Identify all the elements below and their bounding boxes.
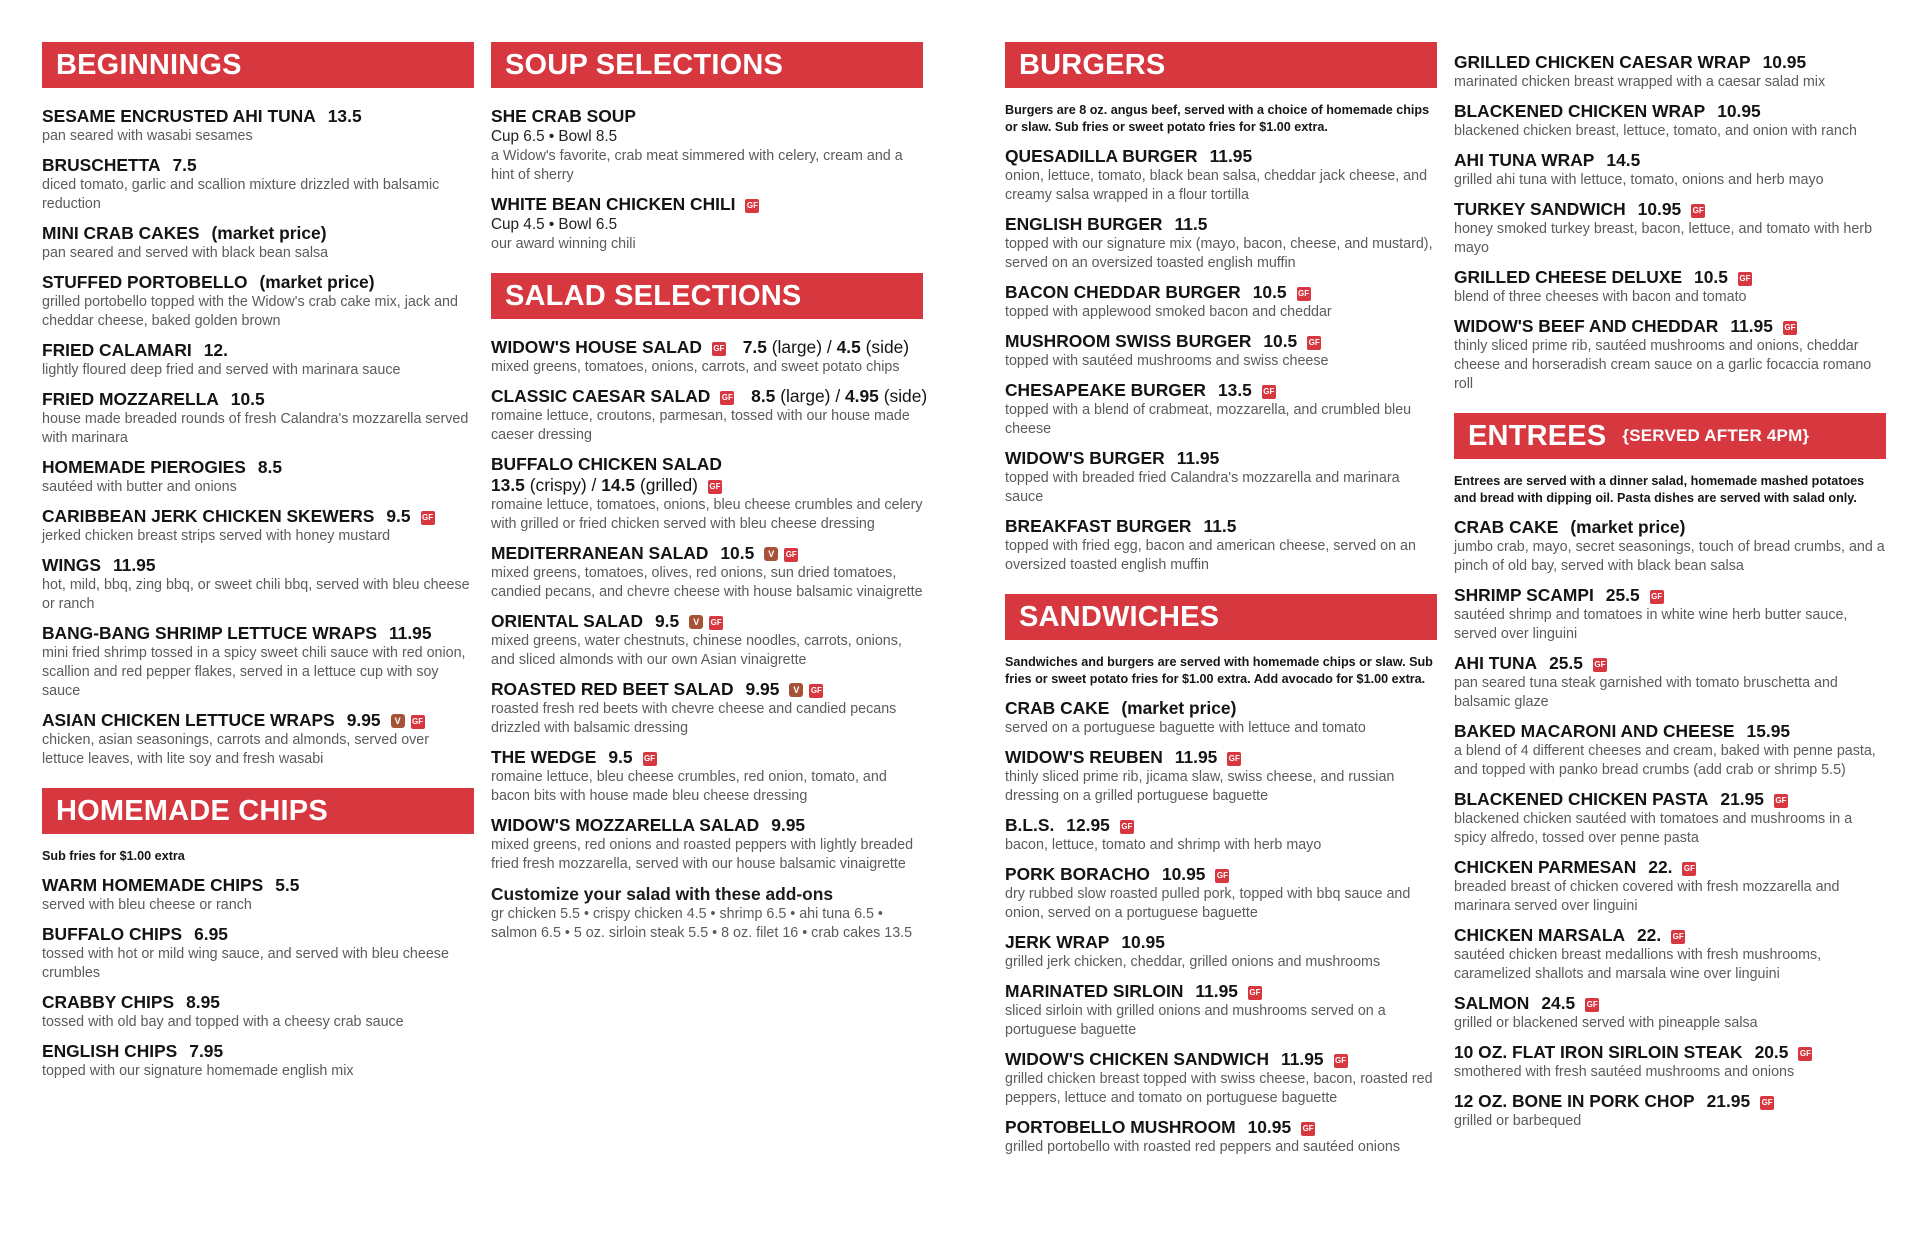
item-price: 10.95 (1161, 864, 1206, 884)
gluten-free-icon: GF (1334, 1054, 1348, 1068)
gluten-free-icon: GF (1297, 287, 1311, 301)
item-price: 14.5 (1606, 150, 1641, 170)
section-header-burgers: BURGERS (1005, 42, 1437, 88)
item-description: tossed with hot or mild wing sauce, and served with bleu cheese crumbles (42, 946, 449, 981)
menu-item (1454, 993, 1886, 1033)
item-name: PORTOBELLO MUSHROOM (1005, 1117, 1236, 1137)
item-price-separator: / (835, 386, 841, 406)
item-price: 20.5 (1754, 1042, 1789, 1062)
item-price: 10.95 (1247, 1117, 1292, 1137)
item-price: 22. (1637, 925, 1662, 945)
menu-item (1005, 146, 1437, 205)
item-description: grilled portobello with roasted red peppers and sautéed onions (1005, 1139, 1401, 1155)
vegetarian-icon: V (789, 683, 803, 697)
menu-item (1005, 815, 1437, 855)
item-description: breaded breast of chicken covered with fresh mozzarella and marinara served over linguini (1454, 879, 1840, 914)
menu-item (42, 875, 474, 915)
entrees-title: ENTREES (1468, 419, 1607, 452)
gluten-free-icon: GF (1585, 998, 1599, 1012)
gluten-free-icon: GF (712, 342, 726, 356)
item-name: ASIAN CHICKEN LETTUCE WRAPS (42, 710, 335, 730)
item-price: 12. (203, 340, 228, 360)
item-description: served on a portuguese baguette with lettuce and tomato (1005, 720, 1366, 736)
item-name: BUFFALO CHICKEN SALAD (491, 454, 722, 474)
item-description: grilled ahi tuna with lettuce, tomato, onions and herb mayo (1454, 172, 1824, 188)
menu-item (491, 194, 923, 254)
item-description: thinly sliced prime rib, jicama slaw, swiss cheese, and russian dressing on a grilled portuguese baguette (1005, 769, 1395, 804)
menu-item (42, 506, 474, 546)
menu-item (491, 679, 923, 738)
item-price: 15.95 (1746, 721, 1791, 741)
section-note: Entrees are served with a dinner salad, homemade mashed potatoes and bread with dipping oil. Pasta dishes are served with salad only. (1454, 474, 1865, 505)
item-name: MEDITERRANEAN SALAD (491, 543, 709, 563)
item-price-crispy: 13.5 (491, 475, 525, 495)
item-name: AHI TUNA (1454, 653, 1538, 673)
item-price: 11.95 (388, 623, 432, 643)
item-price-large: 8.5 (751, 386, 776, 406)
item-description: topped with sautéed mushrooms and swiss cheese (1005, 353, 1329, 369)
menu-item (42, 155, 474, 214)
item-price: 9.95 (745, 679, 780, 699)
item-name: WIDOW'S BEEF AND CHEDDAR (1454, 316, 1719, 336)
item-price: 11.95 (112, 555, 156, 575)
menu-item (1005, 1117, 1437, 1157)
menu-item (42, 340, 474, 380)
menu-item (1454, 199, 1886, 258)
item-price-separator: / (826, 337, 832, 357)
item-price: 7.5 (172, 155, 197, 175)
item-description: topped with our signature homemade english mix (42, 1063, 354, 1079)
menu-item (42, 272, 474, 331)
item-name: FRIED MOZZARELLA (42, 389, 219, 409)
item-name: WIDOW'S HOUSE SALAD (491, 337, 702, 357)
item-price: 11.95 (1209, 146, 1253, 166)
menu-item (1454, 101, 1886, 141)
item-price: 10.95 (1762, 52, 1807, 72)
item-price: 12.95 (1066, 815, 1110, 835)
item-description: grilled or barbequed (1454, 1113, 1582, 1129)
item-price: 8.5 (257, 457, 283, 477)
item-description: mini fried shrimp tossed in a spicy sweet chili sauce with red onion, scallion and red pepper flakes, served in a lettuce cup with soy sauce (42, 645, 466, 699)
section-header-soup-selections: SOUP SELECTIONS (491, 42, 923, 88)
item-description: pan seared tuna steak garnished with tomato bruschetta and balsamic glaze (1454, 675, 1838, 710)
item-description: our award winning chili (491, 236, 636, 252)
item-name: CHICKEN MARSALA (1454, 925, 1626, 945)
item-description: sliced sirloin with grilled onions and mushrooms served on a portuguese baguette (1005, 1003, 1386, 1038)
item-name: MINI CRAB CAKES (42, 223, 200, 243)
item-name: CRABBY CHIPS (42, 992, 175, 1012)
menu-item (1005, 747, 1437, 806)
item-price: 10.95 (1637, 199, 1682, 219)
item-price-separator: / (591, 475, 597, 495)
item-name: WIDOW'S MOZZARELLA SALAD (491, 815, 760, 835)
menu-item (491, 611, 923, 670)
item-price: 10.5 (1263, 331, 1298, 351)
item-name: BAKED MACARONI AND CHEESE (1454, 721, 1735, 741)
item-name: PORK BORACHO (1005, 864, 1150, 884)
item-price: 13.5 (1218, 380, 1252, 400)
item-price: 9.5 (655, 611, 680, 631)
menu-item (1454, 789, 1886, 848)
item-price: 10.5 (720, 543, 755, 563)
item-name: CARIBBEAN JERK CHICKEN SKEWERS (42, 506, 375, 526)
item-description: pan seared and served with black bean salsa (42, 245, 329, 261)
item-name: ENGLISH BURGER (1005, 214, 1163, 234)
item-description: roasted fresh red beets with chevre cheese and candied pecans drizzled with balsamic dressing (491, 701, 897, 736)
item-price: 5.5 (275, 875, 300, 895)
gluten-free-icon: GF (709, 616, 723, 630)
item-description: tossed with old bay and topped with a cheesy crab sauce (42, 1014, 404, 1030)
item-price: 11.95 (1730, 316, 1773, 336)
menu-item (1005, 448, 1437, 507)
section-header-sandwiches: SANDWICHES (1005, 594, 1437, 640)
gluten-free-icon: GF (1650, 590, 1664, 604)
item-price: 25.5 (1605, 585, 1640, 605)
item-name: CLASSIC CAESAR SALAD (491, 386, 711, 406)
menu-item (1005, 331, 1437, 371)
menu-item (1454, 52, 1886, 92)
item-name: HOMEMADE PIEROGIES (42, 457, 246, 477)
gluten-free-icon: GF (1593, 658, 1607, 672)
item-description: mixed greens, red onions and roasted peppers with lightly breaded fried fresh mozzarella, served with our house balsamic vinaigrette (491, 837, 914, 872)
item-description: grilled jerk chicken, cheddar, grilled onions and mushrooms (1005, 954, 1381, 970)
item-name: WHITE BEAN CHICKEN CHILI (491, 194, 736, 214)
item-name: ORIENTAL SALAD (491, 611, 644, 631)
section-header-homemade-chips: HOMEMADE CHIPS (42, 788, 474, 834)
gluten-free-icon: GF (745, 199, 759, 213)
item-description: romaine lettuce, tomatoes, onions, bleu cheese crumbles and celery with grilled or fried chicken served with bleu cheese dressing (491, 497, 923, 532)
item-size-label: (crispy) (529, 475, 587, 495)
menu-item (1454, 517, 1886, 576)
item-name: SALMON (1454, 993, 1530, 1013)
item-name: WINGS (42, 555, 101, 575)
item-name: AHI TUNA WRAP (1454, 150, 1595, 170)
section-header-entrees (1454, 413, 1886, 459)
column-2 (491, 42, 928, 943)
item-price: (market price) (1121, 698, 1237, 718)
gluten-free-icon: GF (411, 715, 425, 729)
menu-item (1454, 1042, 1886, 1082)
item-name: GRILLED CHICKEN CAESAR WRAP (1454, 52, 1751, 72)
item-price: 10.95 (1717, 101, 1761, 121)
item-price: 11.95 (1195, 981, 1238, 1001)
menu-item (42, 555, 474, 614)
menu-item (1454, 857, 1886, 916)
item-price: 24.5 (1541, 993, 1576, 1013)
menu-item (42, 924, 474, 983)
section-header-beginnings: BEGINNINGS (42, 42, 474, 88)
menu-item (1454, 316, 1886, 394)
item-description: sautéed with butter and onions (42, 479, 237, 495)
item-description: jumbo crab, mayo, secret seasonings, touch of bread crumbs, and a pinch of old bay, served with black bean salsa (1454, 539, 1885, 574)
gluten-free-icon: GF (421, 511, 435, 525)
item-description: blend of three cheeses with bacon and tomato (1454, 289, 1747, 305)
item-name: CHESAPEAKE BURGER (1005, 380, 1206, 400)
item-name: FRIED CALAMARI (42, 340, 192, 360)
item-name: CRAB CAKE (1005, 698, 1110, 718)
item-size-label: (grilled) (639, 475, 698, 495)
item-price: 8.95 (186, 992, 220, 1012)
menu-item (1454, 267, 1886, 307)
item-description: diced tomato, garlic and scallion mixture drizzled with balsamic reduction (42, 177, 440, 212)
item-description: topped with applewood smoked bacon and cheddar (1005, 304, 1332, 320)
menu-item (1005, 932, 1437, 972)
menu-item (1005, 864, 1437, 923)
item-price: (market price) (1570, 517, 1686, 537)
menu-item (1005, 516, 1437, 575)
vegetarian-icon: V (689, 615, 703, 629)
menu-item (491, 337, 923, 377)
item-name: SESAME ENCRUSTED AHI TUNA (42, 106, 316, 126)
item-name: SHRIMP SCAMPI (1454, 585, 1594, 605)
item-name: QUESADILLA BURGER (1005, 146, 1198, 166)
gluten-free-icon: GF (809, 684, 823, 698)
menu-item (42, 992, 474, 1032)
menu-item (491, 815, 923, 874)
gluten-free-icon: GF (643, 752, 657, 766)
item-name: BANG-BANG SHRIMP LETTUCE WRAPS (42, 623, 377, 643)
item-name: WIDOW'S REUBEN (1005, 747, 1163, 767)
item-name: MUSHROOM SWISS BURGER (1005, 331, 1252, 351)
column-1 (42, 42, 474, 1090)
item-size-label: (large) (771, 337, 823, 357)
gluten-free-icon: GF (1798, 1047, 1812, 1061)
menu-item (1005, 214, 1437, 273)
item-name: ENGLISH CHIPS (42, 1041, 178, 1061)
item-description: onion, lettuce, tomato, black bean salsa, cheddar jack cheese, and creamy salsa wrapped in a flour tortilla (1005, 168, 1428, 203)
gluten-free-icon: GF (1738, 272, 1752, 286)
menu-item (1005, 1049, 1437, 1108)
item-size-label: (side) (883, 386, 928, 406)
item-size-label: (large) (780, 386, 831, 406)
menu-item (491, 543, 923, 602)
item-description: marinated chicken breast wrapped with a caesar salad mix (1454, 74, 1826, 90)
item-description: house made breaded rounds of fresh Calandra's mozzarella served with marinara (42, 411, 469, 446)
item-description: topped with breaded fried Calandra's mozzarella and marinara sauce (1005, 470, 1400, 505)
gluten-free-icon: GF (1783, 321, 1797, 335)
section-note: Burgers are 8 oz. angus beef, served with a choice of homemade chips or slaw. Sub fries or sweet potato fries for $1.00 extra. (1005, 103, 1430, 134)
vegetarian-icon: V (764, 547, 778, 561)
menu-item (1454, 585, 1886, 644)
item-name: GRILLED CHEESE DELUXE (1454, 267, 1683, 287)
menu-item (1005, 698, 1437, 738)
menu-item (491, 386, 928, 445)
item-price-grilled: 14.5 (601, 475, 636, 495)
item-name: BRUSCHETTA (42, 155, 161, 175)
item-description: hot, mild, bbq, zing bbq, or sweet chili bbq, served with bleu cheese or ranch (42, 577, 470, 612)
menu-item (42, 1041, 474, 1081)
item-description: mixed greens, tomatoes, olives, red onions, sun dried tomatoes, candied pecans, and chevre cheese with house balsamic vinaigrette (491, 565, 923, 600)
menu-item (42, 710, 474, 769)
item-price: 9.95 (346, 710, 381, 730)
item-name: BACON CHEDDAR BURGER (1005, 282, 1241, 302)
menu-item (42, 389, 474, 448)
item-price: 6.95 (194, 924, 228, 944)
item-price: 11.95 (1174, 747, 1218, 767)
item-name: BREAKFAST BURGER (1005, 516, 1192, 536)
addons-list: gr chicken 5.5 • crispy chicken 4.5 • shrimp 6.5 • ahi tuna 6.5 • salmon 6.5 • 5 oz. sirloin steak 5.5 • 8 oz. filet 16 • crab cakes 13.5 (491, 906, 913, 941)
gluten-free-icon: GF (1760, 1096, 1774, 1110)
menu-item (1454, 721, 1886, 780)
item-name: CHICKEN PARMESAN (1454, 857, 1637, 877)
addons-title: Customize your salad with these add-ons (491, 884, 834, 904)
item-price: 9.5 (608, 747, 633, 767)
item-description: pan seared with wasabi sesames (42, 128, 253, 144)
gluten-free-icon: GF (1120, 820, 1134, 834)
item-description: honey smoked turkey breast, bacon, lettuce, and tomato with herb mayo (1454, 221, 1873, 256)
item-description: grilled chicken breast topped with swiss cheese, bacon, roasted red peppers, lettuce and tomato on portuguese baguette (1005, 1071, 1433, 1106)
menu-item (1005, 282, 1437, 322)
gluten-free-icon: GF (1691, 204, 1705, 218)
item-price-side: 4.95 (845, 386, 879, 406)
item-sizes: Cup 6.5 • Bowl 8.5 (491, 128, 618, 145)
item-price: 7.95 (189, 1041, 224, 1061)
item-price: 10.5 (1694, 267, 1728, 287)
item-description: romaine lettuce, bleu cheese crumbles, red onion, tomato, and bacon bits with house made bleu cheese dressing (491, 769, 887, 804)
item-description: chicken, asian seasonings, carrots and almonds, served over lettuce leaves, with lite soy and fresh wasabi (42, 732, 430, 767)
column-3 (1005, 42, 1437, 1166)
item-description: mixed greens, water chestnuts, chinese noodles, carrots, onions, and sliced almonds with our own Asian vinaigrette (491, 633, 902, 668)
item-description: served with bleu cheese or ranch (42, 897, 252, 913)
gluten-free-icon: GF (1671, 930, 1685, 944)
section-header-salad-selections: SALAD SELECTIONS (491, 273, 923, 319)
item-name: SHE CRAB SOUP (491, 106, 636, 126)
item-description: sautéed shrimp and tomatoes in white wine herb butter sauce, served over linguini (1454, 607, 1848, 642)
menu-item (1454, 653, 1886, 712)
item-name: MARINATED SIRLOIN (1005, 981, 1184, 1001)
item-name: THE WEDGE (491, 747, 597, 767)
item-description: bacon, lettuce, tomato and shrimp with herb mayo (1005, 837, 1322, 853)
item-name: WARM HOMEMADE CHIPS (42, 875, 264, 895)
item-price-large: 7.5 (742, 337, 767, 357)
item-description: blackened chicken breast, lettuce, tomato, and onion with ranch (1454, 123, 1857, 139)
gluten-free-icon: GF (720, 391, 734, 405)
item-description: topped with a blend of crabmeat, mozzarella, and crumbled bleu cheese (1005, 402, 1412, 437)
menu-item (491, 106, 923, 185)
item-name: 10 OZ. FLAT IRON SIRLOIN STEAK (1454, 1042, 1743, 1062)
item-price: (market price) (259, 272, 375, 292)
item-description: a Widow's favorite, crab meat simmered with celery, cream and a hint of sherry (491, 148, 903, 183)
menu-item (491, 747, 923, 806)
item-name: TURKEY SANDWICH (1454, 199, 1626, 219)
menu-item (1454, 925, 1886, 984)
gluten-free-icon: GF (1227, 752, 1241, 766)
item-description: mixed greens, tomatoes, onions, carrots, and sweet potato chips (491, 359, 900, 375)
item-description: sautéed chicken breast medallions with fresh mushrooms, caramelized shallots and marsala wine over linguini (1454, 947, 1822, 982)
gluten-free-icon: GF (1248, 986, 1262, 1000)
item-price: 21.95 (1706, 1091, 1751, 1111)
menu-item (1005, 380, 1437, 439)
item-price: (market price) (211, 223, 327, 243)
item-price: 10.5 (230, 389, 265, 409)
item-price: 10.95 (1121, 932, 1165, 952)
menu-item (491, 454, 923, 534)
item-price: 11.95 (1176, 448, 1220, 468)
menu-item (42, 106, 474, 146)
item-price: 9.95 (771, 815, 806, 835)
item-price: 9.5 (386, 506, 411, 526)
gluten-free-icon: GF (1215, 869, 1229, 883)
menu-item (1454, 1091, 1886, 1131)
vegetarian-icon: V (391, 714, 405, 728)
column-4 (1454, 52, 1886, 1140)
section-note: Sandwiches and burgers are served with homemade chips or slaw. Sub fries or sweet potato fries for $1.00 extra. Add avocado for $1.00 extra. (1005, 655, 1433, 686)
gluten-free-icon: GF (1307, 336, 1321, 350)
item-name: ROASTED RED BEET SALAD (491, 679, 734, 699)
item-description: a blend of 4 different cheeses and cream, baked with penne pasta, and topped with panko bread crumbs (add crab or shrimp 5.5) (1454, 743, 1876, 778)
item-description: grilled portobello topped with the Widow's crab cake mix, jack and cheddar cheese, baked golden brown (42, 294, 458, 329)
item-name: STUFFED PORTOBELLO (42, 272, 248, 292)
menu-item (1005, 981, 1437, 1040)
entrees-subtitle: {SERVED AFTER 4PM} (1622, 426, 1810, 445)
item-price-side: 4.5 (836, 337, 861, 357)
item-description: smothered with fresh sautéed mushrooms and onions (1454, 1064, 1795, 1080)
item-name: BLACKENED CHICKEN WRAP (1454, 101, 1706, 121)
item-description: lightly floured deep fried and served with marinara sauce (42, 362, 401, 378)
item-name: BLACKENED CHICKEN PASTA (1454, 789, 1709, 809)
menu-item (42, 623, 474, 701)
gluten-free-icon: GF (708, 480, 722, 494)
item-description: thinly sliced prime rib, sautéed mushrooms and onions, cheddar cheese and horseradish cream sauce on a garlic focaccia romano roll (1454, 338, 1872, 392)
item-price: 13.5 (327, 106, 362, 126)
gluten-free-icon: GF (1262, 385, 1276, 399)
item-description: topped with fried egg, bacon and american cheese, served on an oversized toasted english muffin (1005, 538, 1416, 573)
item-price: 11.95 (1281, 1049, 1324, 1069)
item-description: topped with our signature mix (mayo, bacon, cheese, and mustard), served on an oversized toasted english muffin (1005, 236, 1433, 271)
section-note: Sub fries for $1.00 extra (42, 849, 185, 863)
item-name: B.L.S. (1005, 815, 1055, 835)
item-description: romaine lettuce, croutons, parmesan, tossed with our house made caeser dressing (491, 408, 910, 443)
gluten-free-icon: GF (1682, 862, 1696, 876)
item-description: grilled or blackened served with pineapple salsa (1454, 1015, 1758, 1031)
item-price: 25.5 (1549, 653, 1583, 673)
item-price: 11.5 (1203, 516, 1237, 536)
item-description: jerked chicken breast strips served with honey mustard (42, 528, 391, 544)
item-name: JERK WRAP (1005, 932, 1110, 952)
menu-item (42, 223, 474, 263)
item-name: CRAB CAKE (1454, 517, 1559, 537)
gluten-free-icon: GF (1301, 1122, 1315, 1136)
item-size-label: (side) (865, 337, 910, 357)
item-name: WIDOW'S BURGER (1005, 448, 1165, 468)
item-sizes: Cup 4.5 • Bowl 6.5 (491, 216, 618, 233)
menu-item (42, 457, 474, 497)
item-name: BUFFALO CHIPS (42, 924, 183, 944)
item-price: 22. (1648, 857, 1673, 877)
item-price: 10.5 (1252, 282, 1287, 302)
gluten-free-icon: GF (784, 548, 798, 562)
item-name: WIDOW'S CHICKEN SANDWICH (1005, 1049, 1270, 1069)
item-price: 11.5 (1174, 214, 1208, 234)
item-price: 21.95 (1720, 789, 1764, 809)
item-description: dry rubbed slow roasted pulled pork, topped with bbq sauce and onion, served on a portuguese baguette (1005, 886, 1411, 921)
item-description: blackened chicken sautéed with tomatoes and mushrooms in a spicy alfredo, tossed over penne pasta (1454, 811, 1853, 846)
menu-item (1454, 150, 1886, 190)
item-name: 12 OZ. BONE IN PORK CHOP (1454, 1091, 1695, 1111)
gluten-free-icon: GF (1774, 794, 1788, 808)
